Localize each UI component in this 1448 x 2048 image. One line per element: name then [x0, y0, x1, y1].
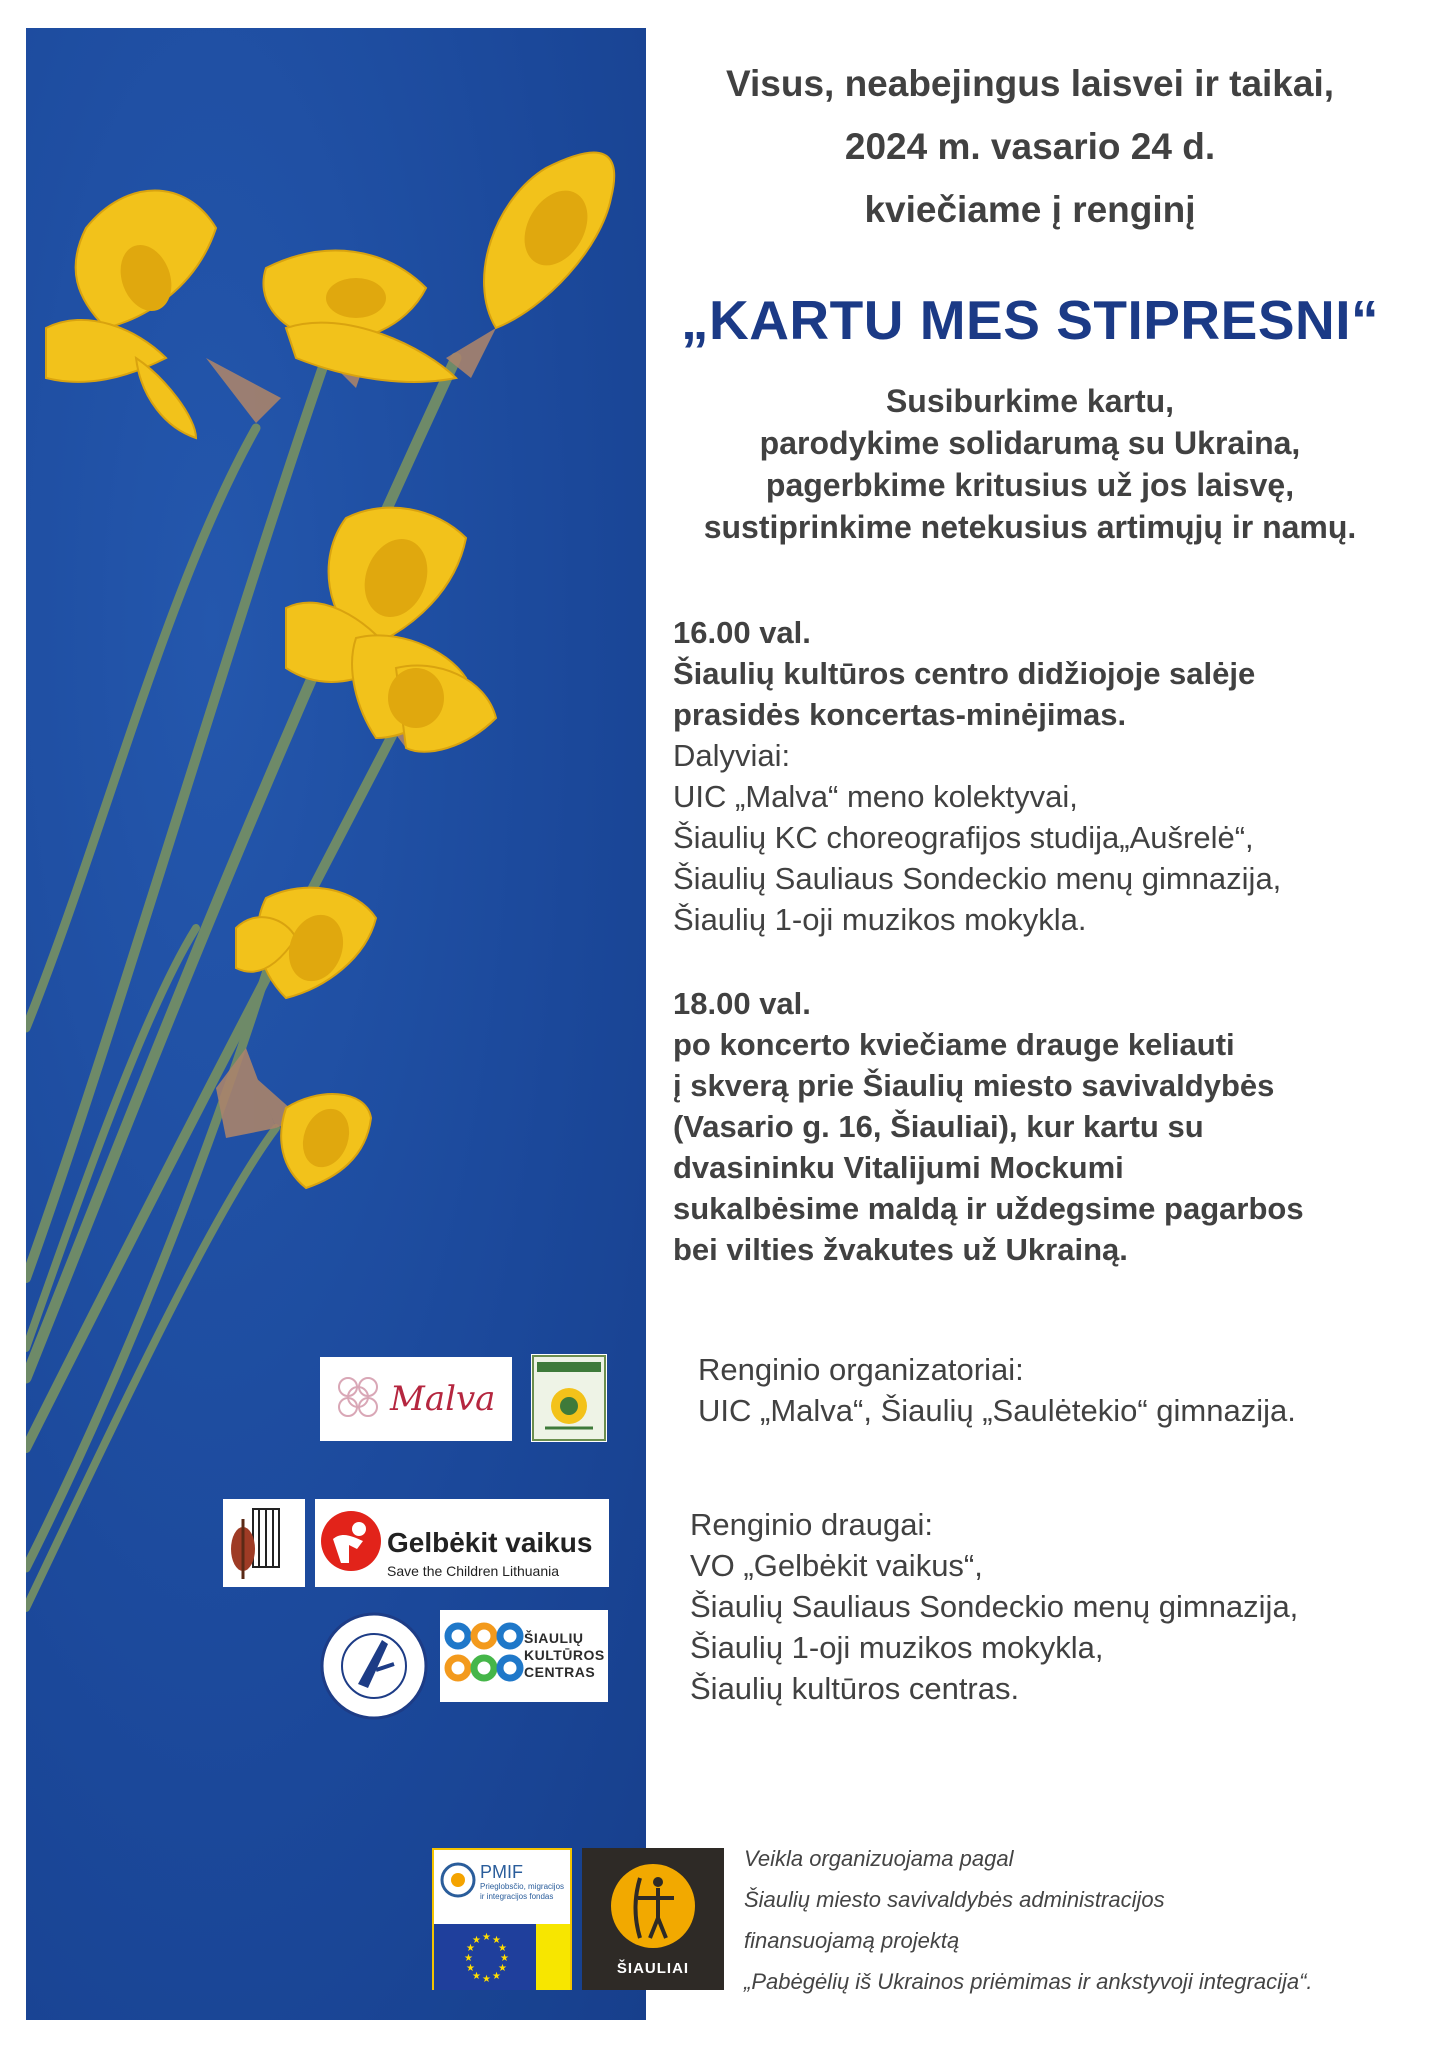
svg-text:★: ★: [500, 1953, 509, 1964]
sauletekio-gymnasium-logo: [531, 1354, 607, 1442]
vigil-line: po koncerto kviečiame drauge keliauti: [673, 1027, 1235, 1062]
concert-time: 16.00 val.: [673, 615, 811, 650]
pmif-emblem-icon: [438, 1860, 478, 1900]
concert-schedule-block: [673, 612, 1281, 940]
svg-text:★: ★: [482, 1974, 491, 1985]
friends-label: Renginio draugai:: [690, 1507, 934, 1542]
gelbekit-vaikus-logo: [315, 1499, 609, 1587]
svg-text:★: ★: [492, 1935, 501, 1946]
friend-item: Šiaulių Sauliaus Sondeckio menų gimnazija,: [690, 1589, 1299, 1624]
siauliai-city-logo: [582, 1848, 724, 1990]
svg-text:★: ★: [492, 1971, 501, 1982]
kulturos-centras-logo: [440, 1610, 608, 1702]
music-school-emblem: [223, 1499, 305, 1587]
malva-logo: [320, 1357, 512, 1441]
svg-text:★: ★: [466, 1943, 475, 1954]
vigil-time: 18.00 val.: [673, 986, 811, 1021]
intro-date: 2024 m. vasario 24 d.: [844, 126, 1216, 167]
invitation-intro: [660, 52, 1400, 241]
concert-headline: prasidės koncertas-minėjimas.: [673, 697, 1127, 732]
kc-logo-text: ŠIAULIŲ KULTŪROS CENTRAS: [524, 1630, 605, 1680]
svg-text:★: ★: [498, 1943, 507, 1954]
siauliai-archer-icon: [582, 1848, 724, 1960]
vigil-schedule-block: [673, 983, 1304, 1270]
svg-text:★: ★: [464, 1953, 473, 1964]
concert-headline: Šiaulių kultūros centro didžiojoje salėje: [673, 656, 1256, 691]
slogan-line: sustiprinkime netekusius artimųjų ir namų.: [703, 509, 1357, 545]
svg-text:★: ★: [482, 1932, 491, 1943]
organizers-value: UIC „Malva“, Šiaulių „Saulėtekio“ gimnazija.: [698, 1393, 1296, 1428]
pmif-subtitle: Prieglobsčio, migracijos ir integracijos fondas: [480, 1882, 565, 1901]
organizers-label: Renginio organizatoriai:: [698, 1352, 1024, 1387]
svg-text:★: ★: [472, 1935, 481, 1946]
footnote-line: finansuojamą projektą: [744, 1928, 960, 1953]
slogan-line: pagerbkime kritusius už jos laisvę,: [765, 467, 1295, 503]
vigil-line: dvasininku Vitalijumi Mockumi: [673, 1150, 1124, 1185]
pmif-title: PMIF: [480, 1862, 523, 1882]
friend-item: Šiaulių kultūros centras.: [690, 1671, 1020, 1706]
intro-line-3: kviečiame į renginį: [864, 189, 1196, 230]
music-school-seal-icon: [318, 1610, 430, 1722]
participant-item: Šiaulių KC choreografijos studija„Aušrelė“,: [673, 820, 1254, 855]
participant-item: UIC „Malva“ meno kolektyvai,: [673, 779, 1078, 814]
vigil-line: sukalbėsime maldą ir uždegsime pagarbos: [673, 1191, 1304, 1226]
gelbekit-title: Gelbėkit vaikus: [387, 1527, 593, 1558]
participant-item: Šiaulių Sauliaus Sondeckio menų gimnazija,: [673, 861, 1282, 896]
event-title: „KARTU MES STIPRESNI“: [680, 289, 1380, 351]
svg-text:★: ★: [466, 1963, 475, 1974]
muzikos-mokykla-seal: [318, 1610, 430, 1722]
participants-label: Dalyviai:: [673, 738, 791, 773]
footnote-line: Veikla organizuojama pagal: [744, 1846, 1014, 1871]
footnote-line: „Pabėgėlių iš Ukrainos priėmimas ir ankstyvoji integracija“.: [744, 1969, 1313, 1994]
vigil-line: (Vasario g. 16, Šiauliai), kur kartu su: [673, 1109, 1204, 1144]
slogan-line: Susiburkime kartu,: [885, 383, 1175, 419]
gelbekit-subtitle: Save the Children Lithuania: [387, 1563, 560, 1579]
svg-text:★: ★: [472, 1971, 481, 1982]
eu-flag-icon: [434, 1924, 536, 1990]
save-children-icon: [319, 1509, 383, 1573]
vigil-line: į skverą prie Šiaulių miesto savivaldybės: [673, 1068, 1275, 1103]
hibiscus-icon: [328, 1357, 388, 1441]
siauliai-logo-text: ŠIAULIAI: [616, 1960, 690, 1977]
intro-line-1: Visus, neabejingus laisvei ir taikai,: [725, 63, 1335, 104]
violin-piano-icon: [223, 1499, 305, 1587]
malva-logo-text: Malva: [390, 1379, 496, 1419]
rings-icon: [444, 1616, 524, 1696]
friend-item: Šiaulių 1-oji muzikos mokykla,: [690, 1630, 1104, 1665]
friend-item: VO „Gelbėkit vaikus“,: [690, 1548, 983, 1583]
pmif-eu-logo: [432, 1848, 572, 1990]
sun-crest-icon: [531, 1354, 607, 1442]
organizers-block: [698, 1349, 1296, 1431]
footnote-line: Šiaulių miesto savivaldybės administracijos: [744, 1887, 1165, 1912]
funding-footnote: [744, 1838, 1313, 2002]
friends-block: [690, 1504, 1298, 1709]
vigil-line: bei vilties žvakutes už Ukrainą.: [673, 1232, 1128, 1267]
svg-text:★: ★: [498, 1963, 507, 1974]
daffodil-heads: [46, 153, 614, 1188]
participant-item: Šiaulių 1-oji muzikos mokykla.: [673, 902, 1087, 937]
slogan: [660, 380, 1400, 548]
slogan-line: parodykime solidarumą su Ukraina,: [759, 425, 1301, 461]
